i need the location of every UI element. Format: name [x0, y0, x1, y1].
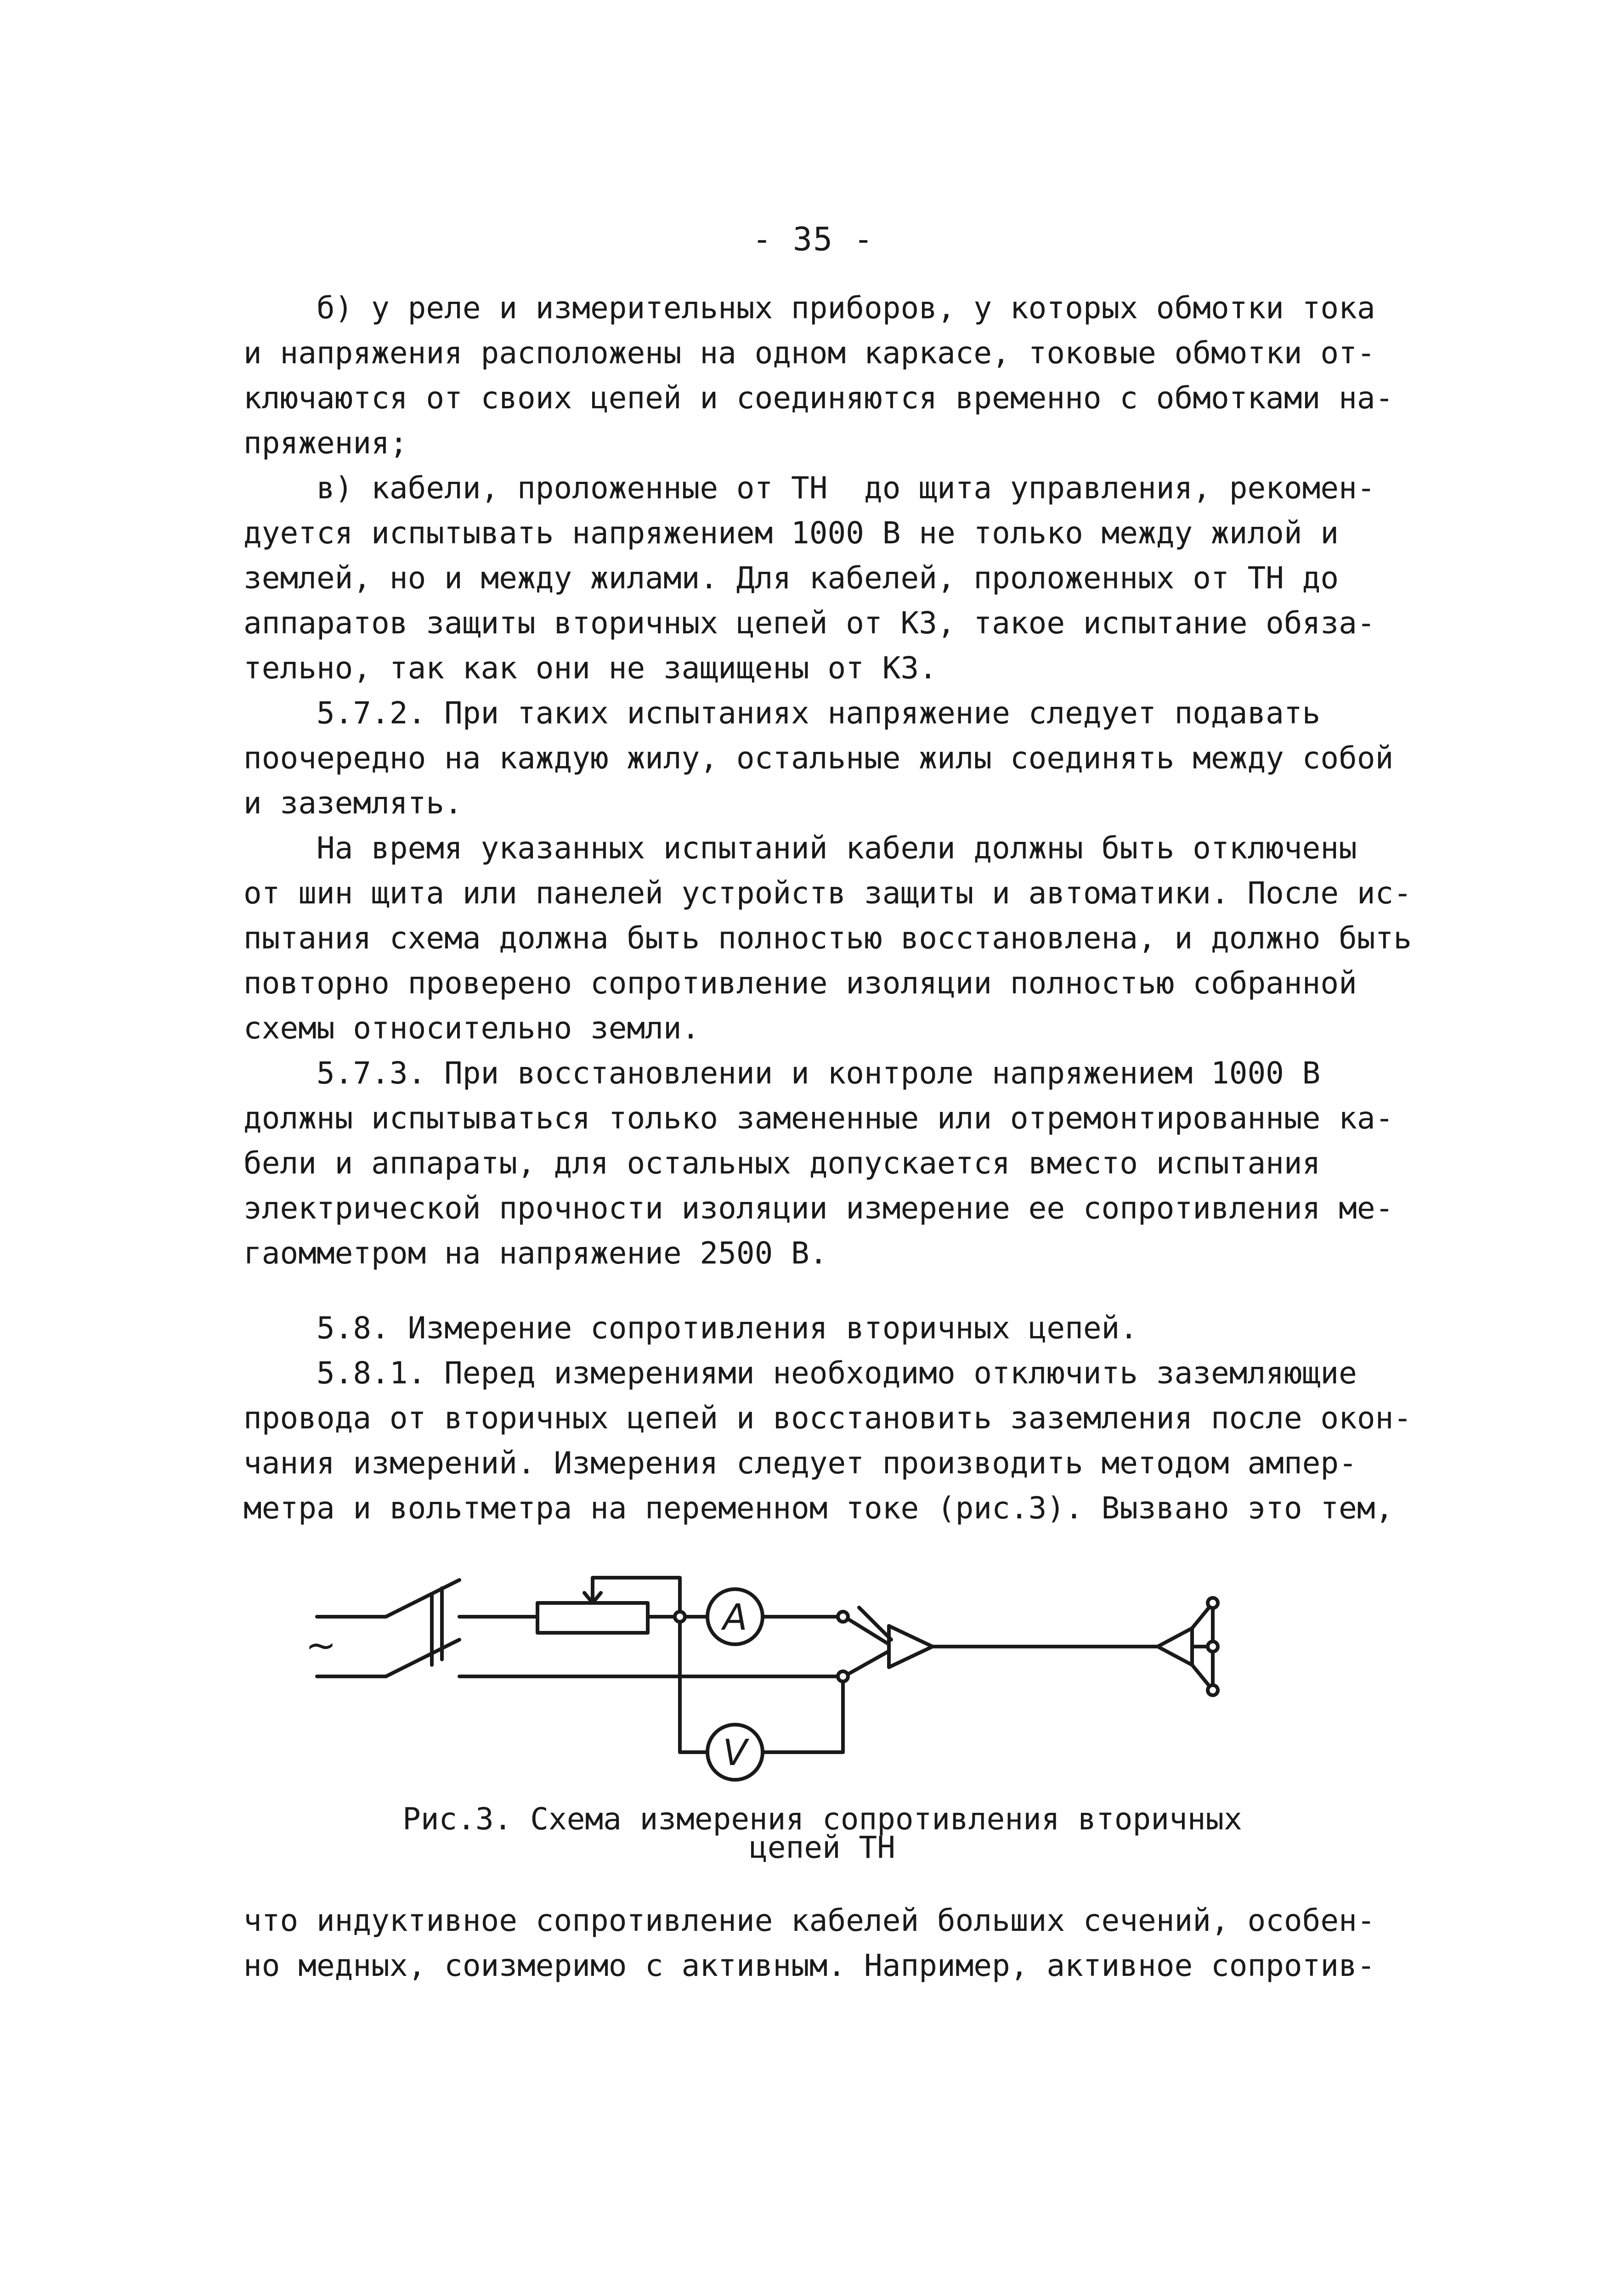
text-line: бели и аппараты, для остальных допускается вместо испытания [243, 1145, 1321, 1181]
rheostat [537, 1603, 648, 1633]
text-block-3 [243, 1898, 1429, 1988]
text-line: На время указанных испытаний кабели должны быть отключены [243, 830, 1357, 866]
text-line: должны испытываться только замененные или отремонтированные ка- [243, 1100, 1394, 1136]
wire [763, 1681, 843, 1752]
probe-lead [848, 1651, 889, 1674]
page-number: - 35 - [752, 220, 874, 258]
text-line: и напряжения расположены на одном каркасе, токовые обмотки от- [243, 335, 1375, 371]
text-line: схемы относительно земли. [243, 1010, 700, 1046]
wire [680, 1617, 707, 1752]
switch-blade [386, 1640, 459, 1676]
text-line: в) кабели, проложенные от ТН до щита управления, рекомен- [243, 470, 1375, 506]
cable-end-right [1158, 1628, 1192, 1665]
text-line: что индуктивное сопротивление кабелей больших сечений, особен- [243, 1903, 1375, 1938]
text-block-2 [243, 1306, 1429, 1531]
text-line: гаомметром на напряжение 2500 В. [243, 1235, 828, 1271]
ac-source-symbol: ~ [305, 1624, 337, 1667]
text-line: от шин щита или панелей устройств защиты и автоматики. После ис- [243, 875, 1412, 911]
text-line: повторно проверено сопротивление изоляции полностью собранной [243, 965, 1357, 1001]
text-line: 5.7.2. При таких испытаниях напряжение следует подавать [243, 695, 1321, 731]
text-line: дуется испытывать напряжением 1000 В не только между жилой и [243, 515, 1339, 551]
terminal [838, 1612, 848, 1622]
text-line: землей, но и между жилами. Для кабелей, проложенных от ТН до [243, 560, 1339, 596]
core-end [1208, 1685, 1218, 1695]
text-line: но медных, соизмеримо с активным. Например, активное сопротив- [243, 1948, 1375, 1983]
switch-blade [386, 1580, 459, 1617]
core-end [1208, 1598, 1218, 1608]
text-line: поочередно на каждую жилу, остальные жилы соединять между собой [243, 740, 1394, 776]
text-line: метра и вольтметра на переменном токе (рис.3). Вызвано это тем, [243, 1490, 1394, 1526]
text-line: 5.7.3. При восстановлении и контроле напряжением 1000 В [243, 1055, 1321, 1091]
text-line: и заземлять. [243, 785, 463, 821]
junction-dot [675, 1612, 685, 1622]
text-line: пытания схема должна быть полностью восстановлена, и должно быть [243, 920, 1412, 956]
text-line: б) у реле и измерительных приборов, у которых обмотки тока [243, 290, 1375, 326]
text-line: электрической прочности изоляции измерение ее сопротивления ме- [243, 1190, 1394, 1226]
text-line: ключаются от своих цепей и соединяются временно с обмотками на- [243, 380, 1394, 416]
cable-end-left [889, 1626, 933, 1667]
voltmeter-label: V [723, 1732, 747, 1774]
figure-caption [386, 1801, 1259, 1865]
core-end [1208, 1642, 1218, 1652]
text-line: 5.8.1. Перед измерениями необходимо отключить заземляющие [243, 1355, 1357, 1391]
text-line: тельно, так как они не защищены от КЗ. [243, 650, 937, 686]
ammeter-label: A [723, 1597, 747, 1638]
text-line: чания измерений. Измерения следует производить методом ампер- [243, 1445, 1357, 1481]
text-line: аппаратов защиты вторичных цепей от КЗ, такое испытание обяза- [243, 605, 1375, 641]
circuit-diagram [294, 1552, 1286, 1810]
text-block-1 [243, 286, 1429, 1276]
caption-line: Рис.3. Схема измерения сопротивления вторичных [402, 1801, 1242, 1837]
rheostat-slider [593, 1578, 680, 1617]
text-line: пряжения; [243, 425, 408, 461]
text-line: провода от вторичных цепей и восстановить заземления после окон- [243, 1400, 1412, 1436]
caption-line: цепей ТН [749, 1830, 895, 1865]
section-heading: 5.8. Измерение сопротивления вторичных цепей. [243, 1310, 1138, 1346]
